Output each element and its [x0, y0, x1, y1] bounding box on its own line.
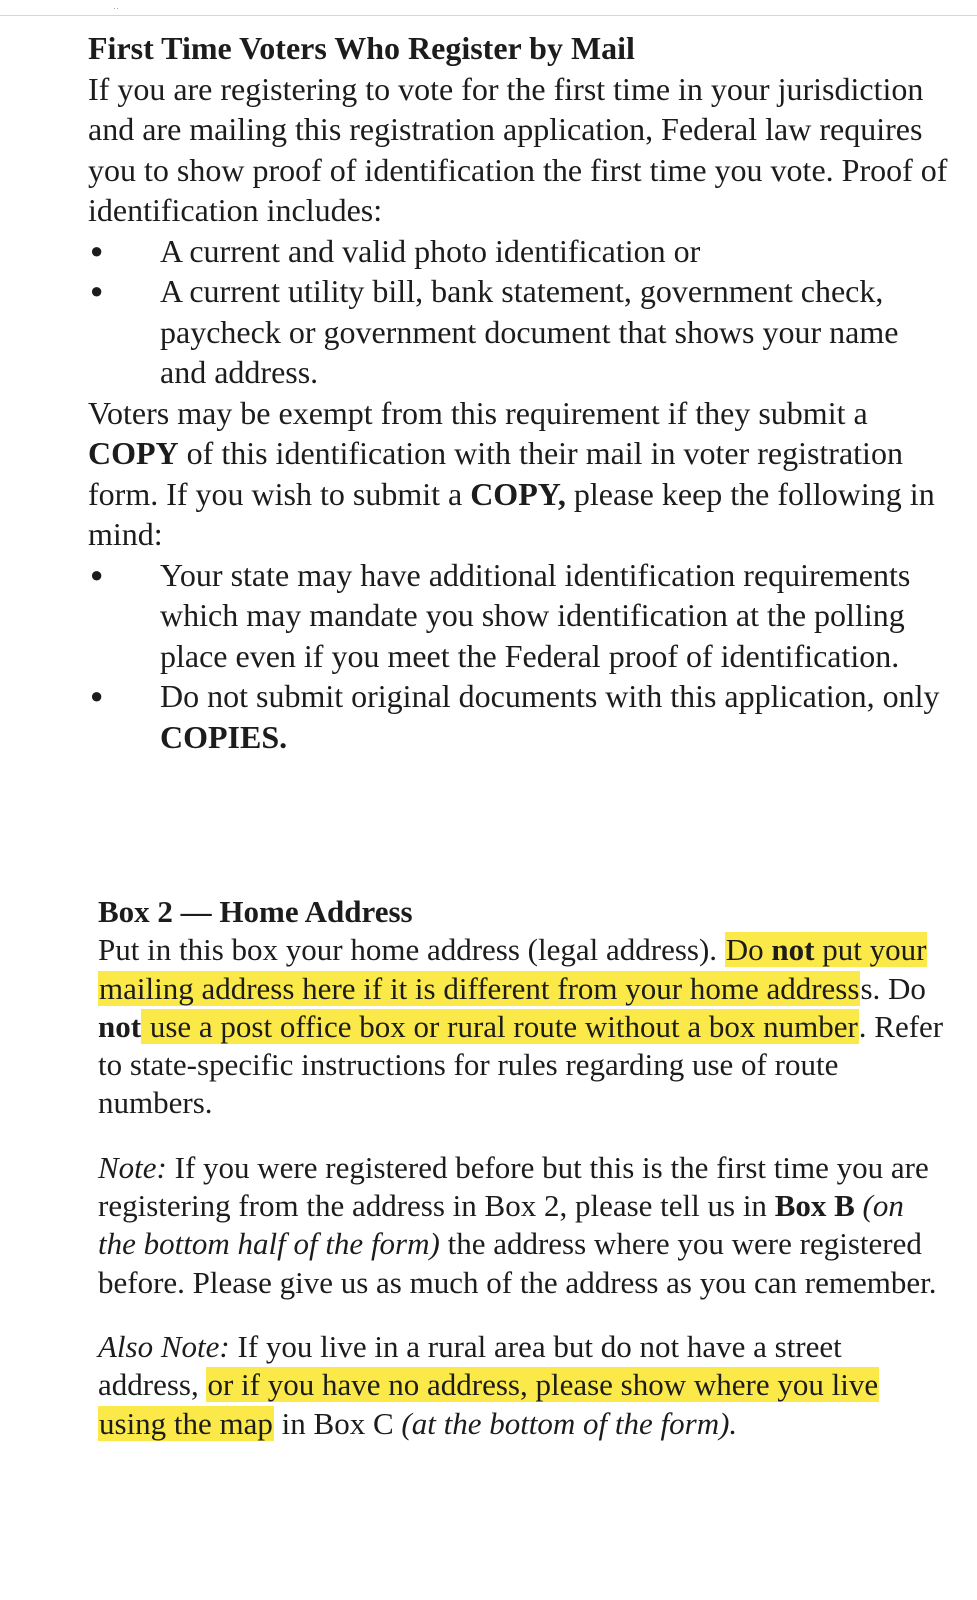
list-item: [88, 555, 948, 677]
list-item-text: Your state may have additional identification requirements which may mandate you show identification at the polling place even if you meet the Federal proof of identification.: [160, 556, 911, 674]
note-label: Note:: [98, 1149, 167, 1185]
list-item: [88, 271, 948, 393]
highlight: or if you have no address, please show where you live using the map: [99, 1367, 879, 1441]
list-item-text: A current and valid photo identification or: [160, 232, 701, 269]
top-mark: ··: [113, 3, 119, 13]
bullet-icon: ●: [90, 237, 104, 263]
copy-bullet-list: [88, 555, 948, 758]
intro-paragraph: If you are registering to vote for the first time in your jurisdiction and are mailing this registration application, Federal law requires you to show proof of identification the first time you vote. Proof of identification includes:: [88, 70, 948, 228]
list-item: [88, 231, 948, 272]
copies-emphasis: COPIES.: [160, 718, 288, 755]
also-note-paragraph: Also Note: If you live in a rural area but do not have a street address, or if you have no address, please show where you live using the map in Box C (at the bottom of the form).: [98, 1328, 879, 1441]
section-title: First Time Voters Who Register by Mail: [88, 30, 635, 66]
section-first-time-voters: [88, 28, 948, 757]
highlight: Do not put your mailing address here if it is different from your home address: [99, 932, 927, 1006]
copy-emphasis: COPY,: [470, 475, 566, 512]
list-item-text: A current utility bill, bank statement, government check, paycheck or government document that shows your name and address.: [160, 273, 899, 390]
copy-emphasis: COPY: [88, 435, 179, 471]
list-item-text: Do not submit original documents with this application, only: [160, 678, 940, 714]
bullet-icon: ●: [90, 561, 104, 587]
section-title: Box 2 — Home Address: [98, 894, 413, 929]
bullet-icon: ●: [90, 683, 104, 708]
also-note-label: Also Note:: [98, 1328, 230, 1364]
top-divider: [0, 15, 977, 16]
id-bullet-list: [88, 231, 948, 393]
highlight: use a post office box or rural route without a box number: [142, 1008, 858, 1044]
home-address-paragraph: Put in this box your home address (legal address). Do not put your mailing address here if it is different from your home addresss. Do not use a post office box or rural route without a box number. Refer to state-specific instructions for rules regarding use of route numbers.: [98, 932, 944, 1121]
bullet-icon: ●: [90, 278, 104, 303]
note-paragraph: Note: If you were registered before but this is the first time you are registering from the address in Box 2, please tell us in Box B (on the bottom half of the form) the address where you were registered before. Please give us as much of the address as you can remember.: [98, 1149, 937, 1300]
section-home-address: [98, 893, 948, 1443]
list-item: [88, 676, 948, 757]
exempt-paragraph: Voters may be exempt from this requirement if they submit a COPY of this identification with their mail in voter registration form. If you wish to submit a COPY, please keep the following in mind:: [88, 394, 935, 552]
